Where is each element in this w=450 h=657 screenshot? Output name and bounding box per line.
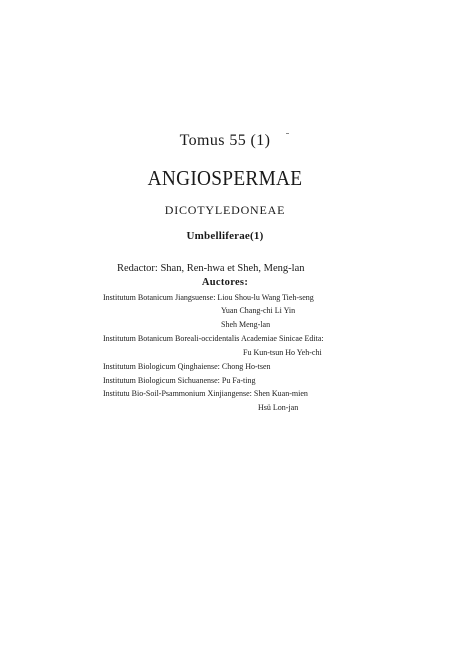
author-line: Institutum Botanicum Boreali-occidentalis Academiae Sinicae Edita: (103, 334, 324, 343)
redactor-line: Redactor: Shan, Ren-hwa et Sheh, Meng-lan (117, 263, 305, 274)
subclass-heading: DICOTYLEDONEAE (164, 203, 286, 217)
author-line: Institutum Biologicum Sichuanense: Pu Fa-ting (103, 376, 256, 385)
author-line: Fu Kun-tsun Ho Yeh-chi (243, 348, 322, 357)
author-line: Institutum Botanicum Jiangsuense: Liou Shou-lu Wang Tieh-seng (103, 293, 314, 302)
class-heading: ANGIOSPERMAE (147, 166, 303, 190)
volume-number: Tomus 55 (1) (179, 132, 271, 149)
family-heading: Umbelliferae(1) (186, 230, 264, 242)
author-line: Institutum Biologicum Qinghaiense: Chong Ho-tsen (103, 362, 271, 371)
author-line: Institutu Bio-Soil-Psammonium Xinjiangense: Shen Kuan-mien (103, 389, 308, 398)
author-line: Hsü Lon-jan (258, 403, 299, 412)
author-line: Sheh Meng-lan (221, 320, 271, 329)
author-line: Yuan Chang-chi Li Yin (221, 306, 296, 315)
auctores-heading: Auctores: (201, 277, 249, 288)
